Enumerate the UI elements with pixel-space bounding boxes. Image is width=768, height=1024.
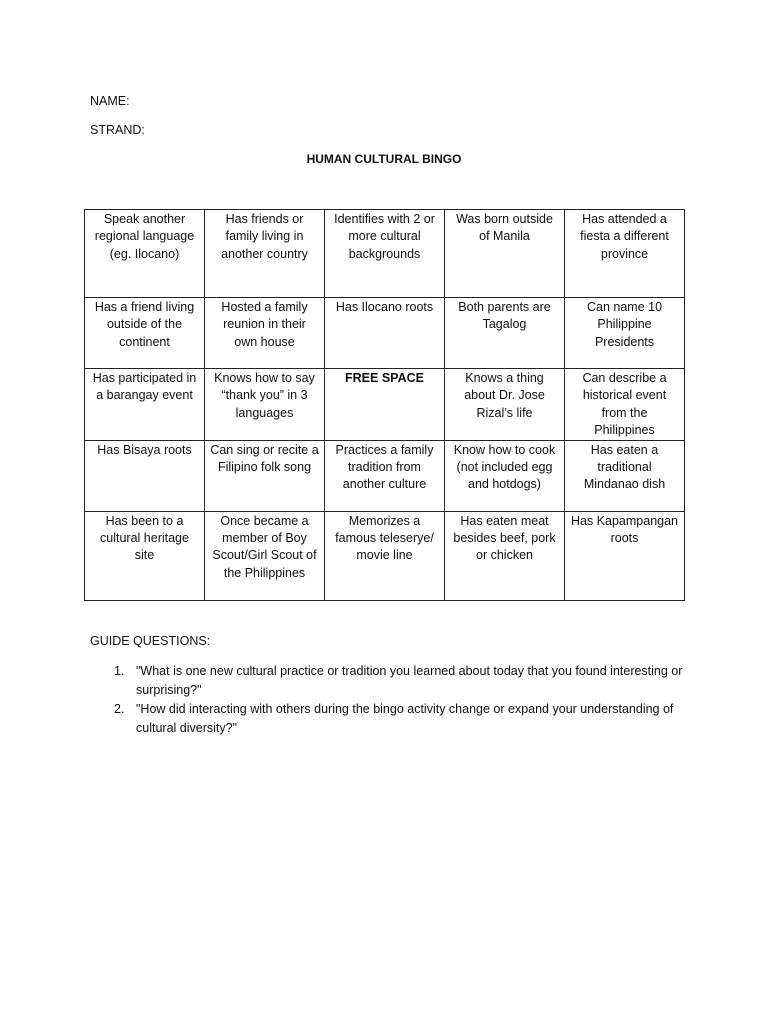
bingo-cell: Has Kapampangan roots xyxy=(565,511,685,600)
bingo-cell: Has Bisaya roots xyxy=(85,440,205,511)
bingo-cell: Speak another regional language (eg. Ilocano) xyxy=(85,210,205,298)
bingo-grid xyxy=(84,209,685,601)
bingo-cell: Has Ilocano roots xyxy=(325,298,445,369)
bingo-cell: Identifies with 2 or more cultural backgrounds xyxy=(325,210,445,298)
bingo-cell: Has been to a cultural heritage site xyxy=(85,511,205,600)
bingo-cell: Memorizes a famous teleserye/ movie line xyxy=(325,511,445,600)
bingo-row xyxy=(85,298,685,369)
bingo-cell: Has participated in a barangay event xyxy=(85,369,205,441)
bingo-row xyxy=(85,369,685,441)
bingo-cell: Once became a member of Boy Scout/Girl Scout of the Philippines xyxy=(205,511,325,600)
name-field-label: NAME: xyxy=(90,94,130,108)
bingo-cell: Has eaten a traditional Mindanao dish xyxy=(565,440,685,511)
question-number: 1. xyxy=(114,664,125,678)
guide-question xyxy=(90,662,690,700)
bingo-cell: Has attended a fiesta a different province xyxy=(565,210,685,298)
bingo-row xyxy=(85,440,685,511)
page-title: HUMAN CULTURAL BINGO xyxy=(306,152,462,166)
bingo-cell: Practices a family tradition from another culture xyxy=(325,440,445,511)
bingo-cell: Knows a thing about Dr. Jose Rizal’s life xyxy=(445,369,565,441)
guide-question xyxy=(90,700,690,738)
bingo-cell: Know how to cook (not included egg and hotdogs) xyxy=(445,440,565,511)
question-text: "What is one new cultural practice or tradition you learned about today that you found interesting or surprising?" xyxy=(136,664,683,697)
free-space-cell: FREE SPACE xyxy=(325,369,445,441)
bingo-cell: Has friends or family living in another country xyxy=(205,210,325,298)
strand-field-label: STRAND: xyxy=(90,123,145,137)
bingo-cell: Has eaten meat besides beef, pork or chicken xyxy=(445,511,565,600)
bingo-cell: Hosted a family reunion in their own house xyxy=(205,298,325,369)
guide-questions-list xyxy=(90,662,690,738)
bingo-cell: Can sing or recite a Filipino folk song xyxy=(205,440,325,511)
guide-questions-heading: GUIDE QUESTIONS: xyxy=(90,634,211,648)
bingo-cell: Knows how to say “thank you” in 3 languages xyxy=(205,369,325,441)
question-number: 2. xyxy=(114,702,125,716)
bingo-row xyxy=(85,511,685,600)
question-text: "How did interacting with others during the bingo activity change or expand your understanding of cultural diversity?" xyxy=(136,702,674,735)
bingo-row xyxy=(85,210,685,298)
bingo-cell: Was born outside of Manila xyxy=(445,210,565,298)
bingo-cell: Can describe a historical event from the Philippines xyxy=(565,369,685,441)
bingo-cell: Has a friend living outside of the continent xyxy=(85,298,205,369)
bingo-cell: Can name 10 Philippine Presidents xyxy=(565,298,685,369)
bingo-cell: Both parents are Tagalog xyxy=(445,298,565,369)
